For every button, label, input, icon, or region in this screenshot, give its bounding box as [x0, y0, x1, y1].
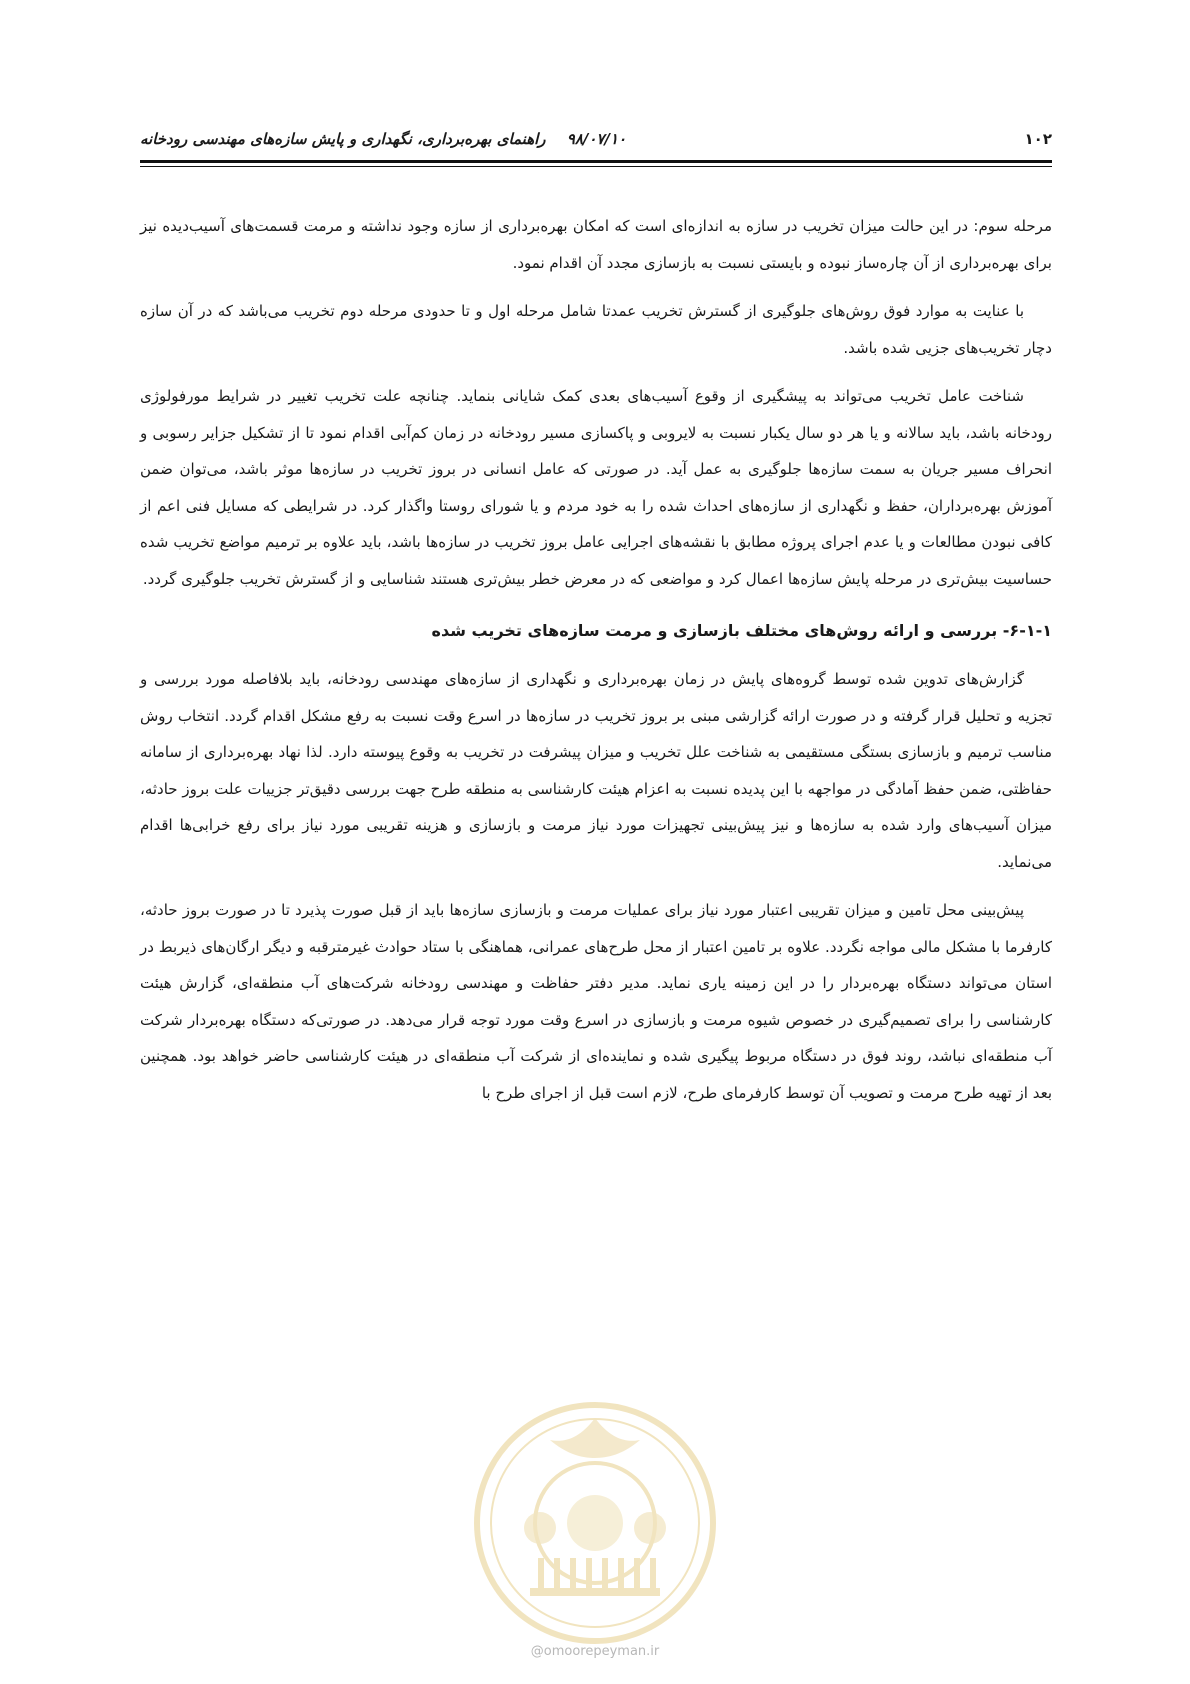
paragraph: گزارش‌های تدوین شده توسط گروه‌های پایش در زمان بهره‌برداری و نگهداری از سازه‌های مهندسی رودخانه، باید بلافاصله مورد بررسی و تجزیه و تحلیل قرار گرفته و در صورت ارائه گزارشی مبنی بر بروز تخریب در سازه‌ها در اسرع وقت نسبت به رفع مشکل اقدام گردد. انتخاب روش مناسب ترمیم و بازسازی بستگی مستقیمی به شناخت علل تخریب و میزان پیشرفت در تخریب به وقوع پیوسته دارد. لذا نهاد بهره‌برداری از سامانه حفاظتی، ضمن حفظ آمادگی در مواجهه با این پدیده نسبت به اعزام هیئت کارشناسی به منطقه طرح جهت بررسی دقیق‌تر جزییات علت بروز حادثه، میزان آسیب‌های وارد شده به سازه‌ها و نیز پیش‌بینی تجهیزات مورد نیاز مرمت و بازسازی و هزینه تقریبی مورد نیاز برای رفع خرابی‌ها اقدام می‌نماید.: [140, 670, 1052, 871]
paragraph: با عنایت به موارد فوق روش‌های جلوگیری از گسترش تخریب عمدتا شامل مرحله اول و تا حدودی مرحله دوم تخریب می‌باشد که در آن سازه دچار تخریب‌های جزیی شده باشد.: [140, 302, 1052, 357]
header-date: ۹۸/۰۷/۱۰: [566, 130, 627, 148]
paragraph: شناخت عامل تخریب می‌تواند به پیشگیری از وقوع آسیب‌های بعدی کمک شایانی بنماید. چنانچه علت تخریب تغییر در شرایط مورفولوژی رودخانه باشد، باید سالانه و یا هر دو سال یکبار نسبت به لایروبی و پاکسازی مسیر رودخانه در زمان کم‌آبی اقدام نمود تا از تشکیل جزایر رسوبی و انحراف مسیر جریان به سمت سازه‌ها جلوگیری به عمل آید. در صورتی که عامل انسانی در بروز تخریب در سازه‌ها موثر باشد، می‌توان ضمن آموزش بهره‌برداران، حفظ و نگهداری از سازه‌های احداث شده را به خود مردم و یا شورای روستا واگذار کرد. در شرایطی که مسایل فنی اعم از کافی نبودن مطالعات و یا عدم اجرای پروژه مطابق با نقشه‌های اجرایی عامل بروز تخریب در سازه‌ها باشد، باید علاوه بر ترمیم مواضع تخریب شده حساسیت بیش‌تری در مرحله پایش سازه‌ها اعمال کرد و مواضعی که در معرض خطر بیش‌تری هستند شناسایی و از گسترش تخریب جلوگیری گردد.: [140, 387, 1052, 588]
watermark-url: @omoorepeyman.ir: [530, 1644, 660, 1659]
header-rule-thin: [140, 166, 1052, 167]
header-title: راهنمای بهره‌برداری، نگهداری و پایش سازه‌های مهندسی رودخانه: [140, 130, 546, 148]
header-rule-thick: [140, 160, 1052, 163]
watermark-seal-icon: [470, 1398, 720, 1648]
section-heading: ۶-۱-۱- بررسی و ارائه روش‌های مختلف بازسازی و مرمت سازه‌های تخریب شده: [431, 621, 1052, 640]
running-title: [140, 130, 626, 148]
paragraph: مرحله سوم: در این حالت میزان تخریب در سازه به اندازه‌ای است که امکان بهره‌برداری از سازه وجود نداشته و مرمت قسمت‌های آسیب‌دیده نیز برای بهره‌برداری از آن چاره‌ساز نبوده و بایستی نسبت به بازسازی مجدد آن اقدام نمود.: [140, 217, 1052, 272]
page-body: [140, 208, 1052, 1123]
page-number: ۱۰۲: [1024, 130, 1052, 148]
paragraph: پیش‌بینی محل تامین و میزان تقریبی اعتبار مورد نیاز برای عملیات مرمت و بازسازی سازه‌ها باید از قبل صورت پذیرد تا در صورت بروز حادثه، کارفرما با مشکل مالی مواجه نگردد. علاوه بر تامین اعتبار از محل طرح‌های عمرانی، هماهنگی با ستاد حوادث غیرمترقبه و دیگر ارگان‌های ذیربط در استان می‌تواند دستگاه بهره‌بردار را در این زمینه یاری نماید. مدیر دفتر حفاظت و مهندسی رودخانه شرکت‌های آب منطقه‌ای، گزارش هیئت کارشناسی را برای تصمیم‌گیری در خصوص شیوه مرمت و بازسازی در اسرع وقت مورد توجه قرار می‌دهد. در صورتی‌که دستگاه بهره‌بردار شرکت آب منطقه‌ای نباشد، روند فوق در دستگاه مربوط پیگیری شده و نماینده‌ای از شرکت آب منطقه‌ای در هیئت کارشناسی حاضر خواهد بود. همچنین بعد از تهیه طرح مرمت و تصویب آن توسط کارفرمای طرح، لازم است قبل از اجرای طرح با: [140, 901, 1052, 1102]
page-header: [140, 122, 1052, 154]
